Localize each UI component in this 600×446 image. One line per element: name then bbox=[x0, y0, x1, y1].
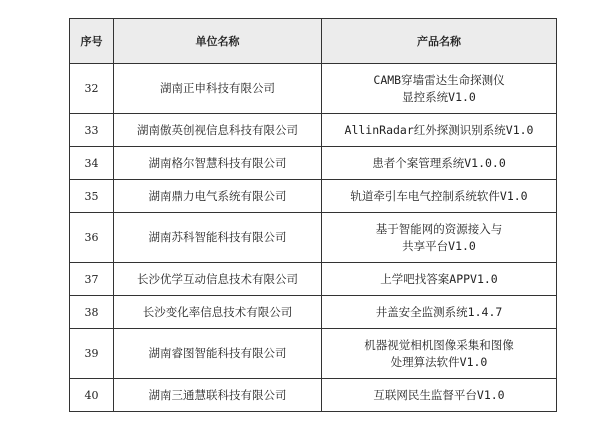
table-row bbox=[70, 213, 557, 263]
serial-number: 34 bbox=[70, 147, 114, 180]
product-name bbox=[322, 64, 557, 114]
product-name-line: 轨道牵引车电气控制系统软件V1.0 bbox=[350, 188, 528, 203]
product-name bbox=[322, 180, 557, 213]
unit-name: 长沙变化率信息技术有限公司 bbox=[114, 296, 322, 329]
product-name bbox=[322, 329, 557, 379]
serial-number: 37 bbox=[70, 263, 114, 296]
serial-number: 40 bbox=[70, 379, 114, 412]
unit-name: 湖南苏科智能科技有限公司 bbox=[114, 213, 322, 263]
product-name bbox=[322, 114, 557, 147]
serial-number: 36 bbox=[70, 213, 114, 263]
product-name bbox=[322, 263, 557, 296]
serial-number: 35 bbox=[70, 180, 114, 213]
table-row bbox=[70, 180, 557, 213]
header-row bbox=[70, 19, 557, 64]
serial-number: 38 bbox=[70, 296, 114, 329]
product-name bbox=[322, 213, 557, 263]
table-row bbox=[70, 379, 557, 412]
table-header bbox=[70, 19, 557, 64]
header-unit-name: 单位名称 bbox=[114, 19, 322, 64]
header-product-name: 产品名称 bbox=[322, 19, 557, 64]
product-name-line: AllinRadar红外探测识别系统V1.0 bbox=[344, 122, 534, 137]
company-product-table bbox=[69, 18, 557, 412]
table-body bbox=[70, 64, 557, 412]
product-name bbox=[322, 147, 557, 180]
table-row bbox=[70, 296, 557, 329]
table-row bbox=[70, 64, 557, 114]
unit-name: 湖南傲英创视信息科技有限公司 bbox=[114, 114, 322, 147]
product-name-line: 处理算法软件V1.0 bbox=[390, 354, 488, 369]
product-name-line: 上学吧找答案APPV1.0 bbox=[380, 271, 498, 286]
product-name bbox=[322, 296, 557, 329]
product-name-line: 井盖安全监测系统1.4.7 bbox=[375, 304, 503, 319]
unit-name: 湖南鼎力电气系统有限公司 bbox=[114, 180, 322, 213]
product-name bbox=[322, 379, 557, 412]
header-serial-number: 序号 bbox=[70, 19, 114, 64]
table-row bbox=[70, 114, 557, 147]
product-name-line: 患者个案管理系统V1.0.0 bbox=[372, 155, 506, 170]
serial-number: 39 bbox=[70, 329, 114, 379]
product-name-line: 基于智能网的资源接入与 bbox=[375, 221, 503, 236]
product-name-line: 显控系统V1.0 bbox=[402, 89, 476, 104]
table-row bbox=[70, 329, 557, 379]
table-row bbox=[70, 147, 557, 180]
unit-name: 湖南格尔智慧科技有限公司 bbox=[114, 147, 322, 180]
unit-name: 湖南睿图智能科技有限公司 bbox=[114, 329, 322, 379]
product-name-line: 共享平台V1.0 bbox=[402, 238, 476, 253]
product-name-line: 机器视觉相机图像采集和图像 bbox=[364, 337, 514, 352]
unit-name: 湖南正申科技有限公司 bbox=[114, 64, 322, 114]
unit-name: 长沙优学互动信息技术有限公司 bbox=[114, 263, 322, 296]
table-row bbox=[70, 263, 557, 296]
product-name-line: 互联网民生监督平台V1.0 bbox=[373, 387, 505, 402]
product-name-line: CAMB穿墙雷达生命探测仪 bbox=[373, 72, 505, 87]
unit-name: 湖南三通慧联科技有限公司 bbox=[114, 379, 322, 412]
serial-number: 32 bbox=[70, 64, 114, 114]
serial-number: 33 bbox=[70, 114, 114, 147]
